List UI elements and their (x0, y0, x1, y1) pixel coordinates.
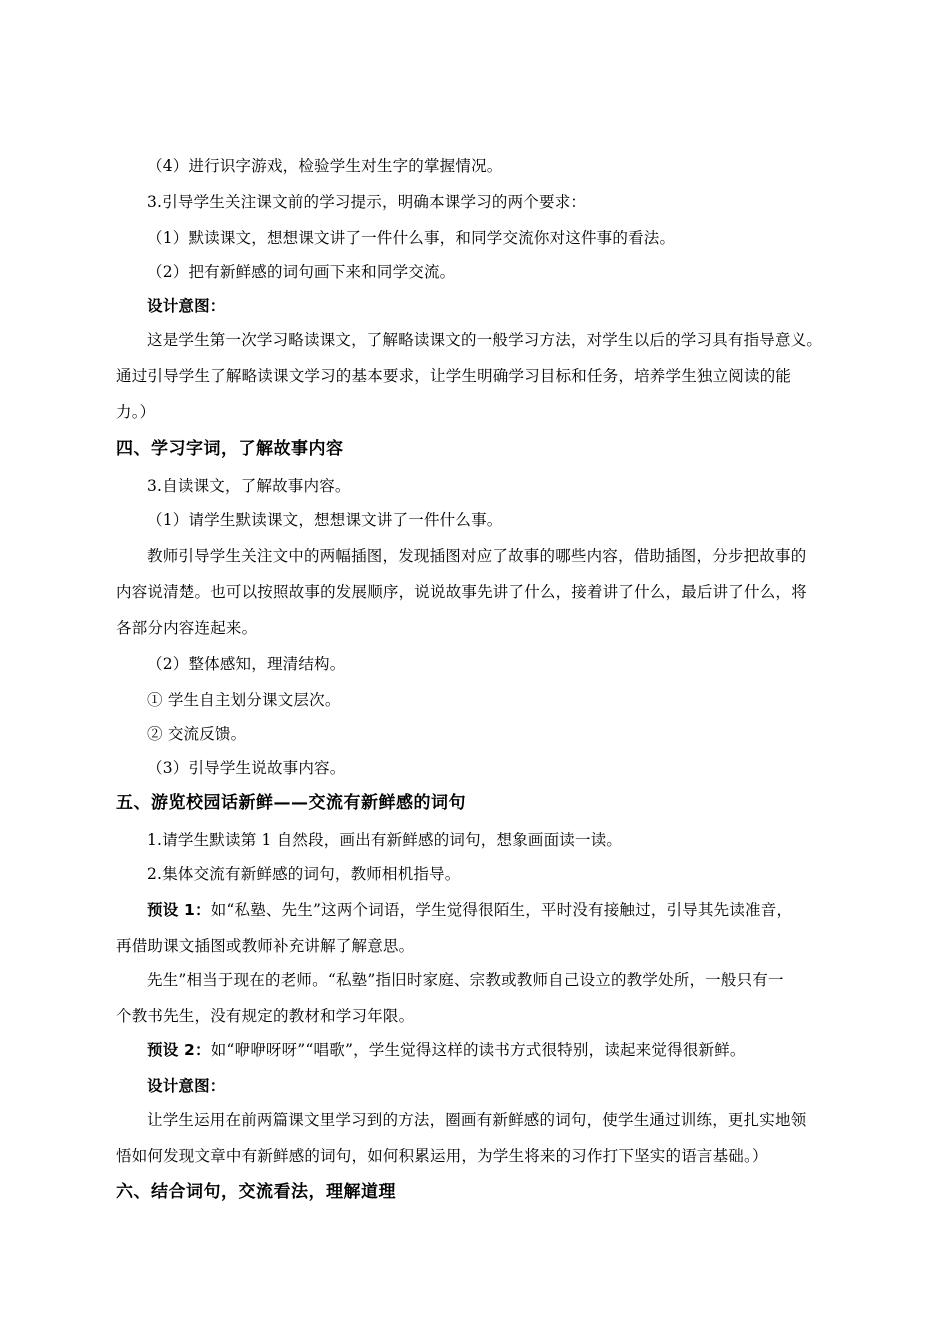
preset-paragraph (147, 900, 792, 920)
preset-text: 如“私塾、先生”这两个词语，学生觉得很陌生，平时没有接触过，引导其先读准音， (210, 901, 793, 919)
paragraph: 通过引导学生了解略读课文学习的基本要求，让学生明确学习目标和任务，培养学生独立阅读的能 (116, 367, 792, 385)
paragraph: ② 交流反馈。 (147, 725, 247, 743)
paragraph: 力。） (116, 403, 156, 421)
paragraph: 个教书先生，没有规定的教材和学习年限。 (116, 1007, 415, 1025)
paragraph: 让学生运用在前两篇课文里学习到的方法，圈画有新鲜感的词句，使学生通过训练，更扎实地领 (147, 1111, 807, 1129)
paragraph: 悟如何发现文章中有新鲜感的词句，如何积累运用，为学生将来的习作打下坚实的语言基础。） (116, 1147, 768, 1165)
paragraph: 3.自读课文，了解故事内容。 (147, 477, 351, 495)
section-heading: 四、学习字词，了解故事内容 (116, 439, 344, 459)
paragraph: ① 学生自主划分课文层次。 (147, 691, 341, 709)
paragraph: 这是学生第一次学习略读课文，了解略读课文的一般学习方法，对学生以后的学习具有指导意义。 (147, 331, 823, 349)
design-intent-label: 设计意图： (147, 1077, 226, 1095)
preset-text: 如“咿咿呀呀”“唱歌”，学生觉得这样的读书方式很特别，读起来觉得很新鲜。 (210, 1041, 746, 1059)
paragraph: （3）引导学生说故事内容。 (147, 759, 346, 777)
paragraph: 3.引导学生关注课文前的学习提示，明确本课学习的两个要求： (147, 193, 587, 211)
paragraph: （4）进行识字游戏，检验学生对生字的掌握情况。 (147, 157, 503, 175)
section-heading: 六、结合词句，交流看法，理解道理 (116, 1182, 396, 1202)
preset-paragraph (147, 1040, 746, 1060)
preset-label: 预设 1： (147, 901, 211, 919)
paragraph: 各部分内容连起来。 (116, 619, 258, 637)
paragraph: （2）整体感知，理清结构。 (147, 655, 346, 673)
paragraph: （1）请学生默读课文，想想课文讲了一件什么事。 (147, 511, 503, 529)
paragraph: （1）默读课文，想想课文讲了一件什么事，和同学交流你对这件事的看法。 (147, 229, 676, 247)
design-intent-label: 设计意图： (147, 297, 226, 315)
paragraph: 1.请学生默读第 1 自然段，画出有新鲜感的词句，想象画面读一读。 (147, 831, 623, 849)
preset-label: 预设 2： (147, 1041, 211, 1059)
section-heading: 五、游览校园话新鲜——交流有新鲜感的词句 (116, 793, 466, 813)
paragraph: 教师引导学生关注文中的两幅插图，发现插图对应了故事的哪些内容，借助插图，分步把故事的 (147, 547, 807, 565)
paragraph: （2）把有新鲜感的词句画下来和同学交流。 (147, 263, 456, 281)
paragraph: 再借助课文插图或教师补充讲解了解意思。 (116, 937, 415, 955)
paragraph: 先生”相当于现在的老师。“私塾”指旧时家庭、宗教或教师自己设立的教学处所，一般只有一 (147, 971, 784, 989)
paragraph: 内容说清楚。也可以按照故事的发展顺序，说说故事先讲了什么，接着讲了什么，最后讲了什么，将 (116, 583, 807, 601)
paragraph: 2.集体交流有新鲜感的词句，教师相机指导。 (147, 865, 461, 883)
